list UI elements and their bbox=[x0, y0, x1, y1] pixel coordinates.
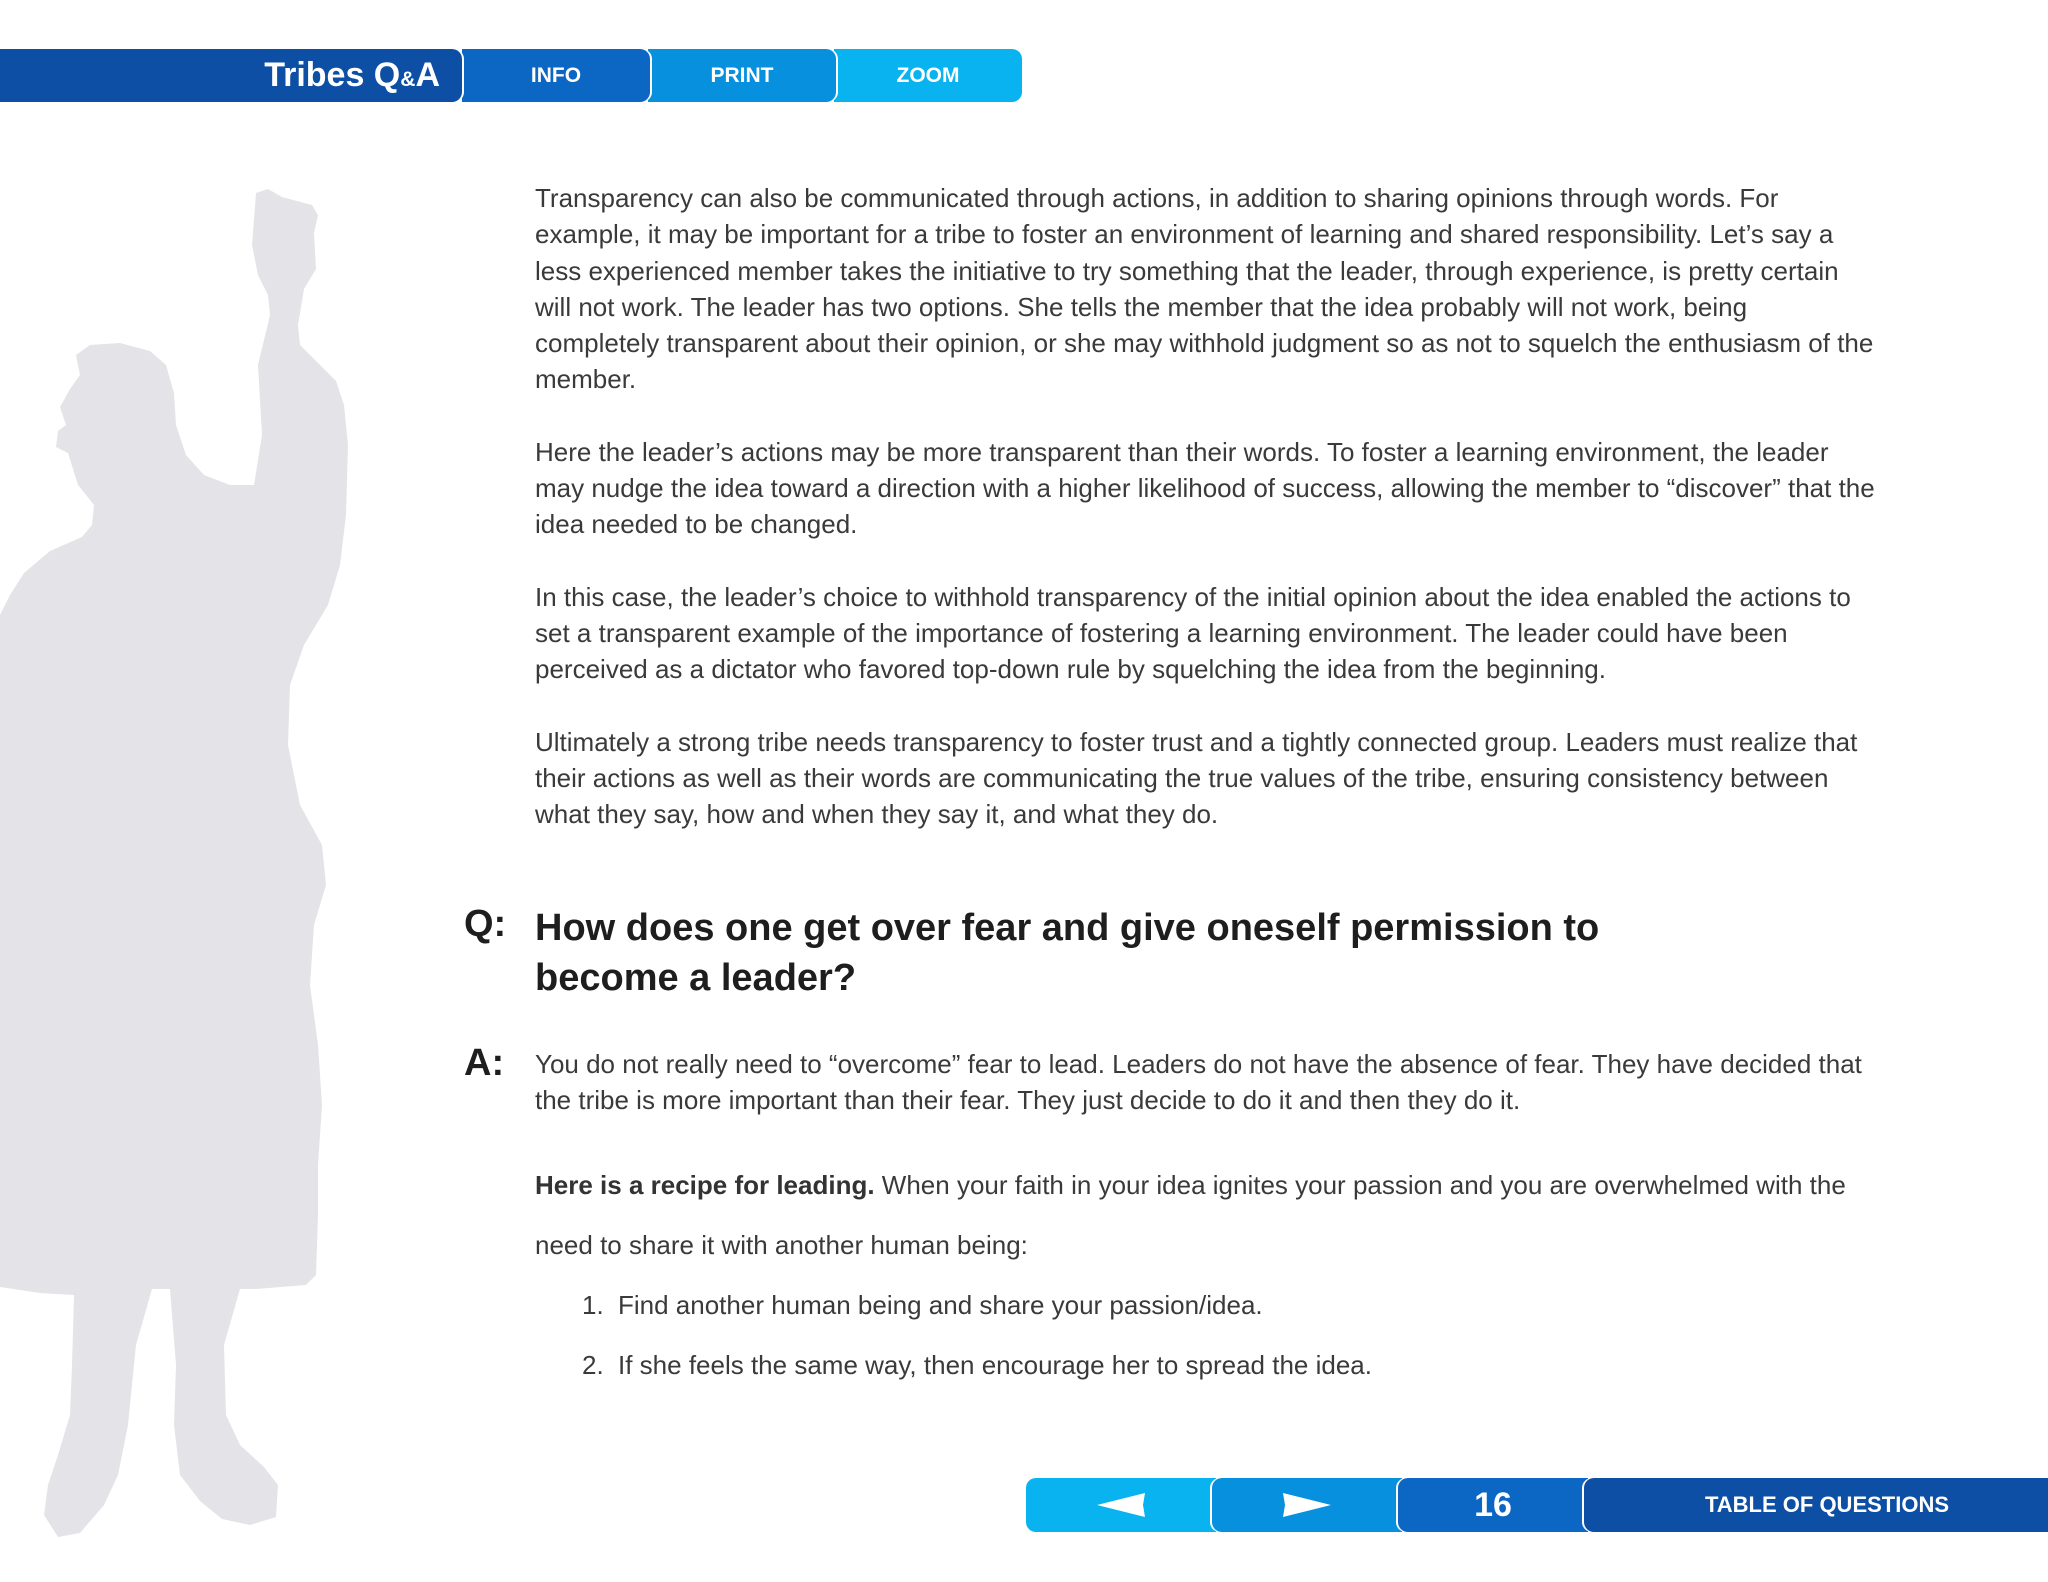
brand-title-ampersand: & bbox=[400, 67, 416, 91]
question-text: How does one get over fear and give oneself permission to become a leader? bbox=[535, 907, 1600, 999]
info-button[interactable]: INFO bbox=[462, 49, 650, 102]
brand-title-end: A bbox=[415, 56, 440, 94]
recipe-steps-list bbox=[535, 1275, 1884, 1395]
arrow-left-icon bbox=[1097, 1493, 1145, 1517]
previous-page-button[interactable] bbox=[1026, 1478, 1216, 1532]
recipe-text: When your faith in your idea ignites your passion and you are overwhelmed with the need to share it with another human being: bbox=[535, 1169, 1846, 1260]
table-of-questions-button[interactable]: TABLE OF QUESTIONS bbox=[1584, 1478, 2048, 1532]
recipe-bold-lead: Here is a recipe for leading. bbox=[535, 1169, 875, 1200]
body-paragraph-3: In this case, the leader’s choice to withhold transparency of the initial opinion about the idea enabled the actions to set a transparent example of the importance of fostering a learning environment. The leader could have been perceived as a dictator who favored top-down rule by squelching the idea from the beginning. bbox=[535, 581, 1851, 685]
bottom-navigation bbox=[1026, 1478, 2048, 1532]
zoom-button[interactable]: ZOOM bbox=[834, 49, 1022, 102]
step-text: Find another human being and share your passion/idea. bbox=[618, 1289, 1263, 1320]
answer-block bbox=[464, 1042, 1884, 1395]
answer-label: A: bbox=[464, 1042, 505, 1084]
step-text: If she feels the same way, then encourage her to spread the idea. bbox=[618, 1349, 1372, 1380]
leader-silhouette-image bbox=[0, 185, 360, 1545]
page-number: 16 bbox=[1398, 1478, 1588, 1532]
body-paragraph-1: Transparency can also be communicated through actions, in addition to sharing opinions through words. For example, it may be important for a tribe to foster an environment of learning and shared responsibility. Let’s say a less experienced member takes the initiative to try something that the leader, through experience, is pretty certain will not work. The leader has two options. She tells the member that the idea probably will not work, being completely transparent about their opinion, or she may withhold judgment so as not to squelch the enthusiasm of the member. bbox=[535, 183, 1874, 395]
arrow-right-icon bbox=[1283, 1493, 1331, 1517]
answer-text: You do not really need to “overcome” fear to lead. Leaders do not have the absence of fear. They have decided that the tribe is more important than their fear. They just decide to do it and then they do it. bbox=[535, 1049, 1862, 1116]
step-number: 2. bbox=[582, 1349, 604, 1380]
body-paragraph-4: Ultimately a strong tribe needs transparency to foster trust and a tightly connected group. Leaders must realize that their actions as well as their words are communicating the true values of the tribe, ensuring consistency between what they say, how and when they say it, and what they do. bbox=[535, 726, 1858, 830]
step-number: 1. bbox=[582, 1289, 604, 1320]
recipe-paragraph bbox=[535, 1155, 1884, 1275]
question-block bbox=[464, 903, 1884, 1003]
list-item bbox=[582, 1335, 1884, 1395]
brand-title bbox=[0, 49, 462, 102]
body-content bbox=[535, 180, 1875, 868]
body-paragraph-2: Here the leader’s actions may be more transparent than their words. To foster a learning environment, the leader may nudge the idea toward a direction with a higher likelihood of success, allowing the member to “discover” that the idea needed to be changed. bbox=[535, 436, 1875, 540]
brand-title-main: Tribes Q bbox=[264, 56, 401, 94]
next-page-button[interactable] bbox=[1212, 1478, 1402, 1532]
question-label: Q: bbox=[464, 903, 507, 945]
print-button[interactable]: PRINT bbox=[648, 49, 836, 102]
top-navigation bbox=[0, 49, 1022, 102]
list-item bbox=[582, 1275, 1884, 1335]
